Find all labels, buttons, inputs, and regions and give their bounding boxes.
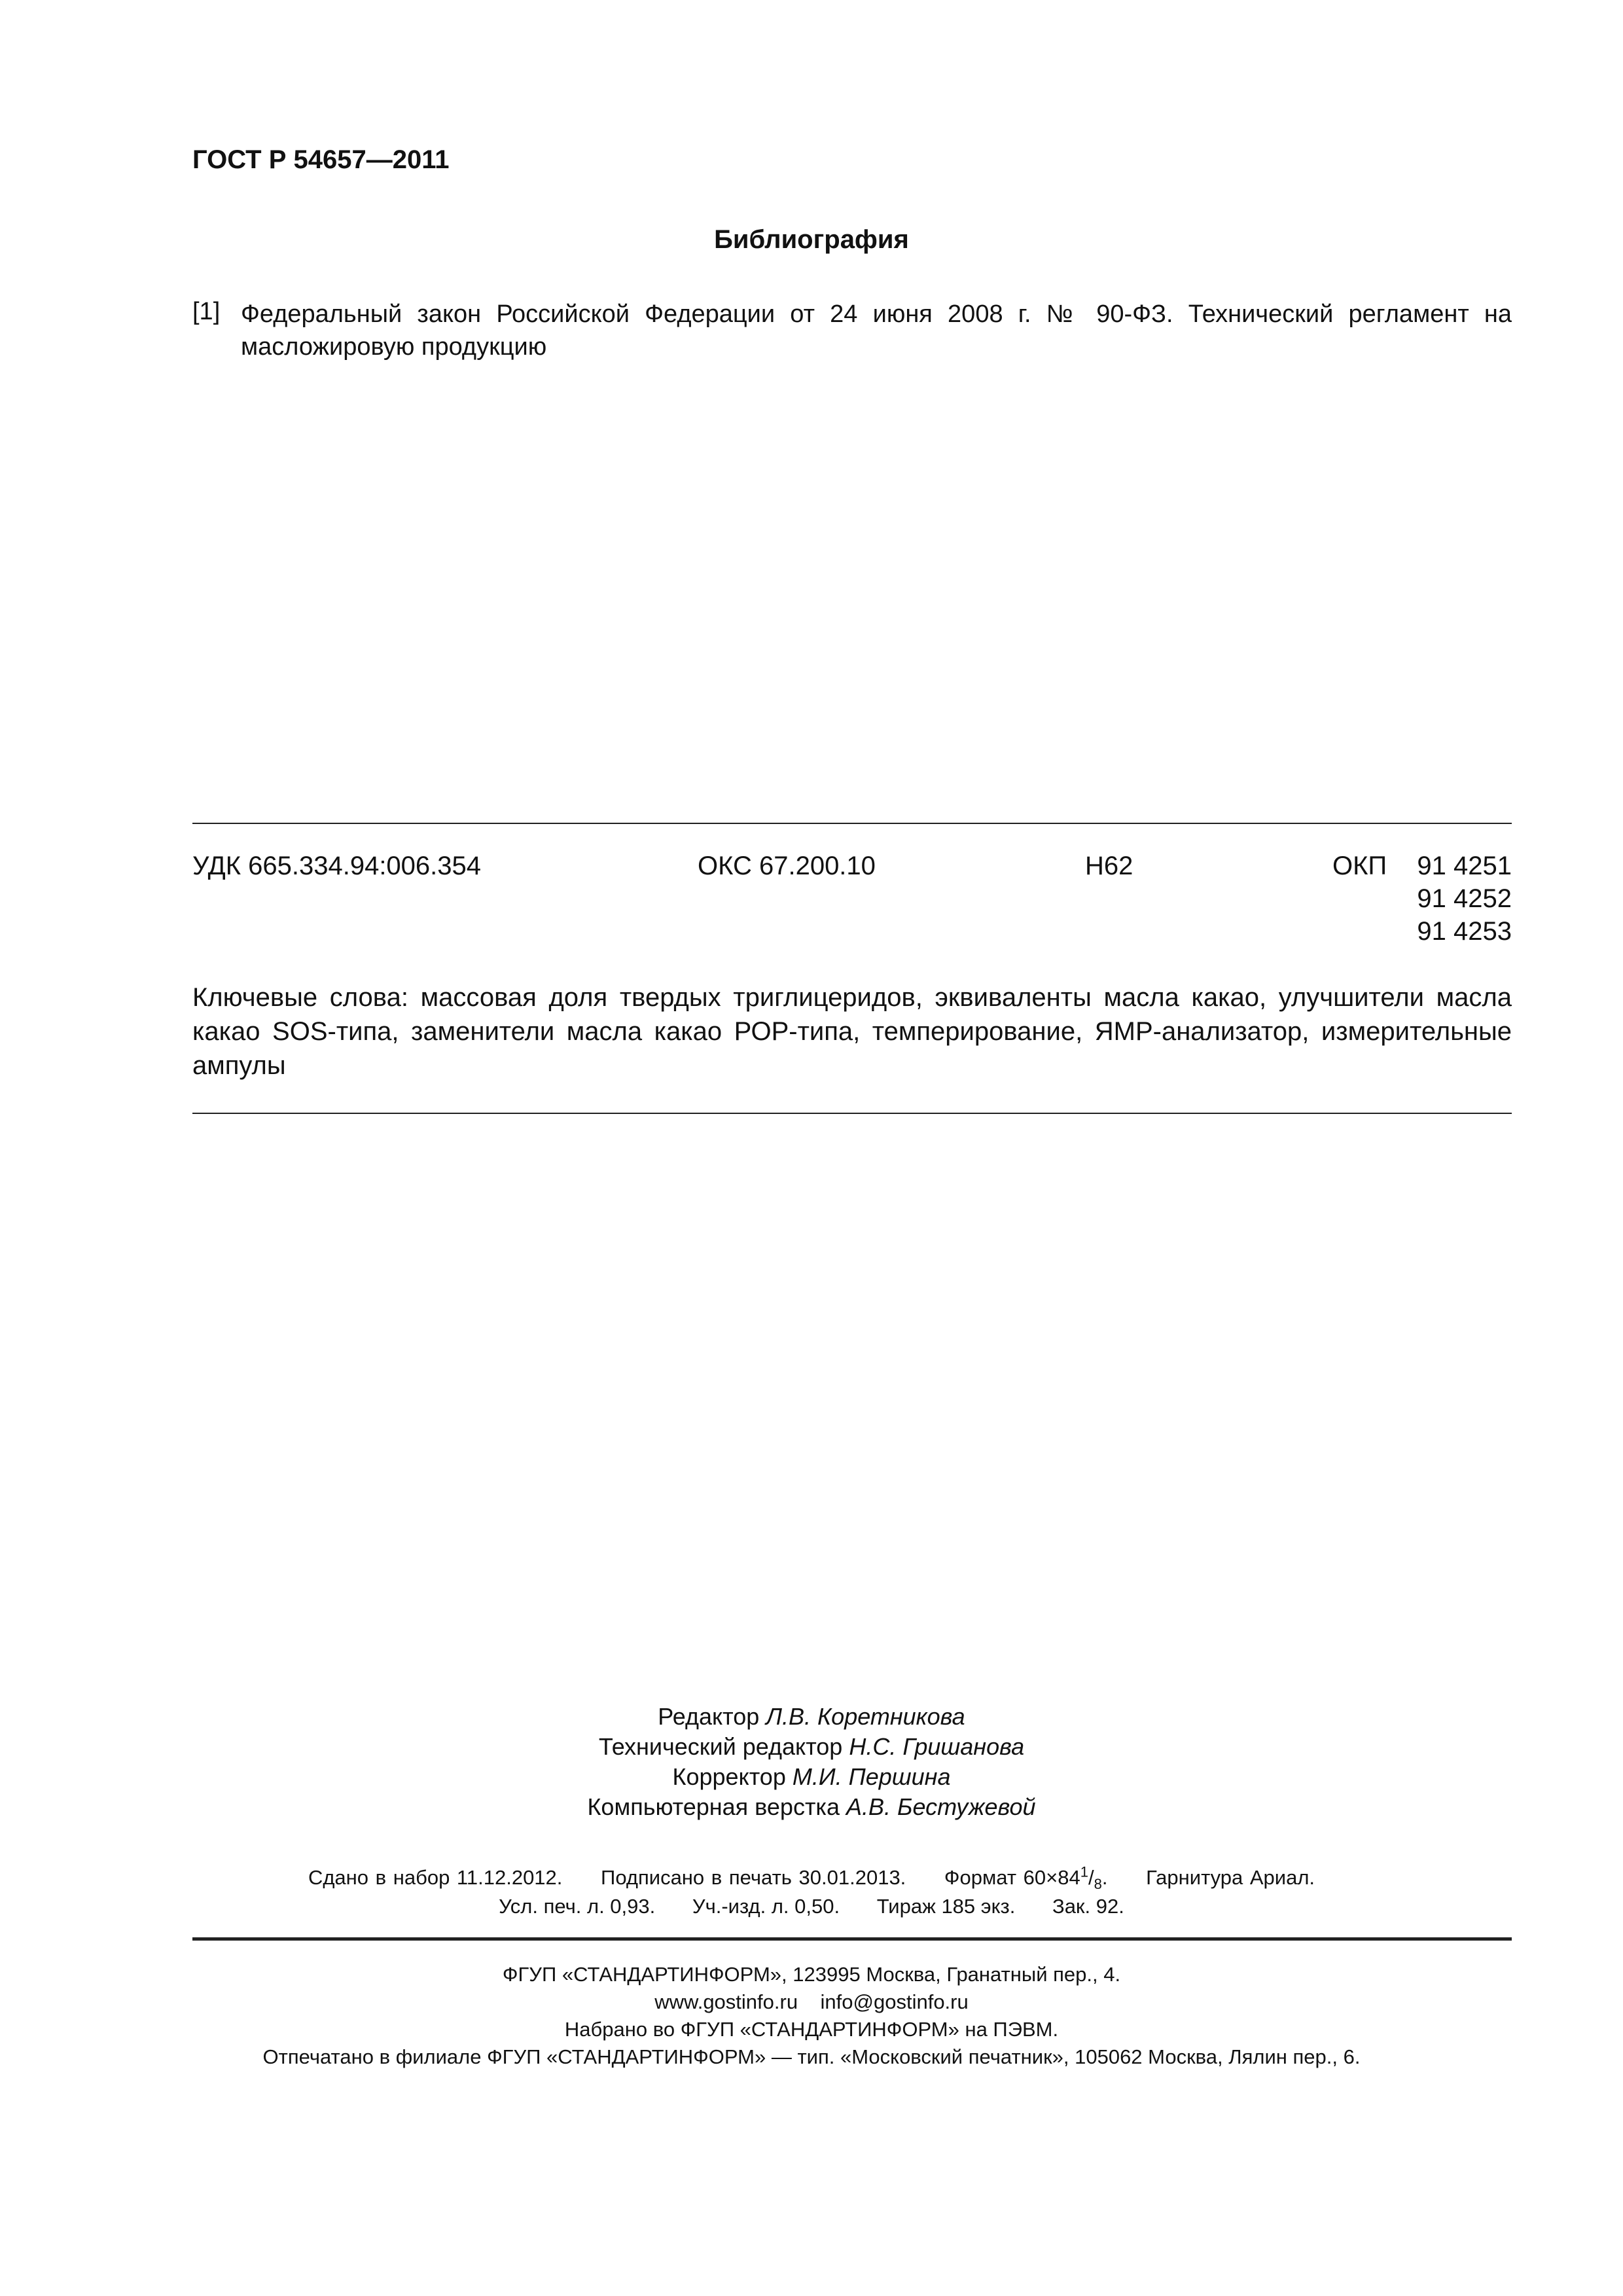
okp-codes xyxy=(1394,850,1512,948)
udk-code: УДК 665.334.94:006.354 xyxy=(192,852,482,880)
publishing-sheets: Уч.-изд. л. 0,50. xyxy=(692,1895,840,1918)
publication-line-2 xyxy=(0,1895,1623,1918)
email-link[interactable]: info@gostinfo.ru xyxy=(820,1990,969,2013)
reference-text: Федеральный закон Российской Федерации от 24 июня 2008 г. № 90-ФЗ. Технический регламент на масложировую продукцию xyxy=(241,300,1512,361)
credit-line xyxy=(0,1732,1623,1762)
publisher-address: ФГУП «СТАНДАРТИНФОРМ», 123995 Москва, Гранатный пер., 4. xyxy=(502,1963,1121,1986)
typeface: Гарнитура Ариал. xyxy=(1146,1866,1315,1890)
contact-line xyxy=(0,1988,1623,2016)
format-sup: 1 xyxy=(1080,1864,1088,1880)
keywords: Ключевые слова: массовая доля твердых триглицеридов, эквиваленты масла какао, улучшители масла какао SOS-типа, заменители масла какао РОР-типа, темперирование, ЯМР-анализатор, измерительные ампулы xyxy=(192,983,1512,1080)
divider-keywords xyxy=(192,1113,1512,1114)
okp-code: 91 4251 xyxy=(1417,852,1512,880)
order-number: Зак. 92. xyxy=(1052,1895,1124,1918)
print-sheets: Усл. печ. л. 0,93. xyxy=(499,1895,656,1918)
credit-line xyxy=(0,1702,1623,1732)
typeset-note: Набрано во ФГУП «СТАНДАРТИНФОРМ» на ПЭВМ. xyxy=(564,2018,1059,2041)
format-sub: 8 xyxy=(1094,1876,1102,1893)
footer xyxy=(0,1961,1623,2071)
website-link[interactable]: www.gostinfo.ru xyxy=(654,1990,798,2013)
print-run: Тираж 185 экз. xyxy=(876,1895,1016,1918)
divider-footer xyxy=(192,1937,1512,1941)
credit-role: Компьютерная верстка xyxy=(587,1793,840,1820)
okp-code: 91 4252 xyxy=(1417,884,1512,913)
divider-top xyxy=(192,823,1512,824)
paper-format: Формат $60\times 84^1/_8$. xyxy=(944,1864,1108,1893)
okp-code: 91 4253 xyxy=(1417,917,1512,946)
credit-role: Корректор xyxy=(672,1763,786,1790)
submitted-date: Сдано в набор 11.12.2012. xyxy=(308,1866,563,1890)
bibliography-title: Библиография xyxy=(714,225,909,254)
okp-label: ОКП xyxy=(1332,852,1387,880)
credit-name: Н.С. Гришанова xyxy=(849,1733,1025,1760)
oks-code: ОКС 67.200.10 xyxy=(698,852,876,880)
document-code: ГОСТ Р 54657—2011 xyxy=(192,145,450,174)
credit-name: Л.В. Коретникова xyxy=(766,1703,965,1730)
credit-role: Редактор xyxy=(658,1703,760,1730)
credit-name: А.В. Бестужевой xyxy=(846,1793,1036,1820)
credit-line xyxy=(0,1792,1623,1822)
publication-line-1 xyxy=(0,1864,1623,1893)
credit-name: М.И. Першина xyxy=(792,1763,951,1790)
credits-block xyxy=(0,1702,1623,1822)
credit-line xyxy=(0,1762,1623,1792)
credit-role: Технический редактор xyxy=(598,1733,843,1760)
printed-note: Отпечатано в филиале ФГУП «СТАНДАРТИНФОРМ» — тип. «Московский печатник», 105062 Москва, Лялин пер., 6. xyxy=(262,2045,1361,2068)
signed-date: Подписано в печать 30.01.2013. xyxy=(601,1866,906,1890)
group-code: Н62 xyxy=(1085,852,1133,880)
format-prefix: Формат 60×84 xyxy=(944,1866,1080,1890)
reference-number: [1] xyxy=(192,298,221,325)
